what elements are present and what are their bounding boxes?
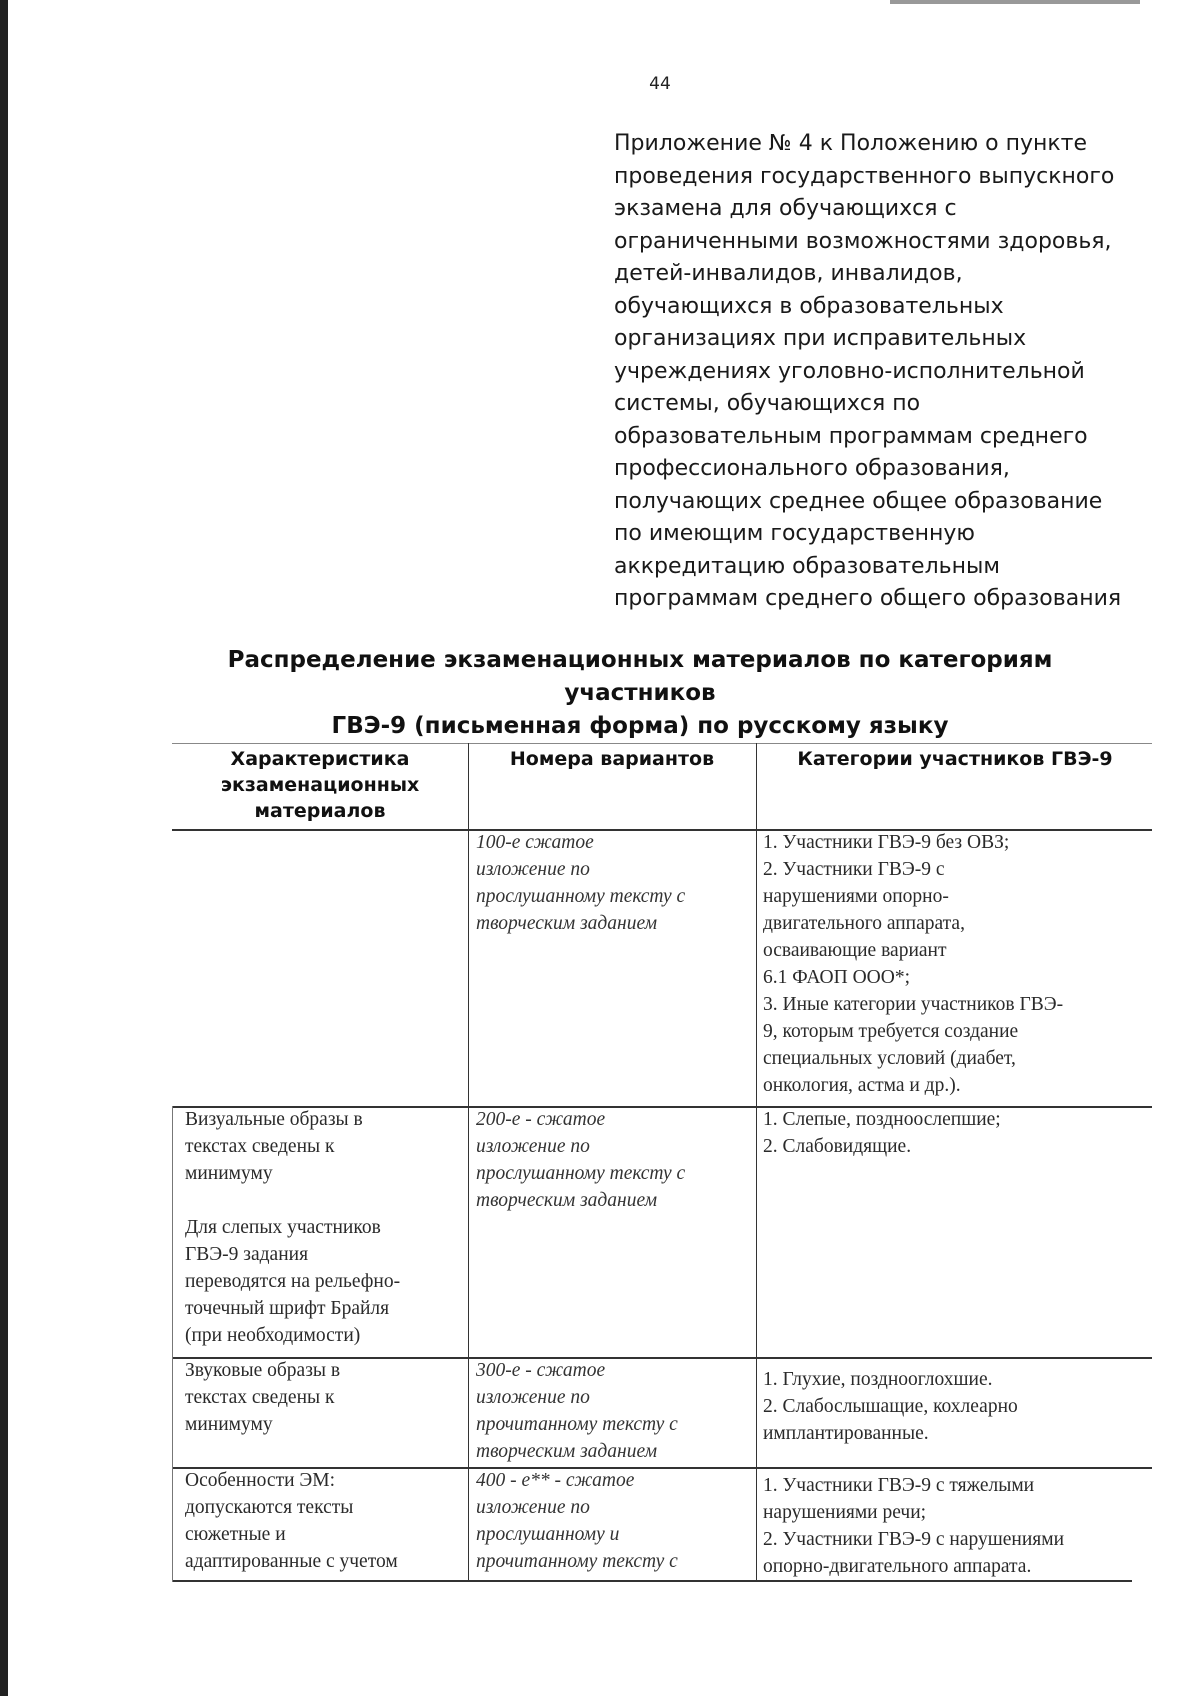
row4-categories: [763, 1472, 1064, 1580]
annex-line: образовательным программам среднего: [614, 423, 1088, 449]
cell-line: 9, которым требуется создание: [763, 1021, 1019, 1042]
cell-line: текстах сведены к: [185, 1387, 335, 1408]
cell-line: прочитанному тексту с: [476, 1414, 678, 1435]
annex-line: проведения государственного выпускного: [614, 163, 1115, 189]
cell-line: специальных условий (диабет,: [763, 1048, 1016, 1069]
row2-characteristic: [185, 1106, 400, 1349]
row3-variant: [476, 1357, 678, 1465]
cell-line: изложение по: [476, 1497, 590, 1518]
cell-line: 2. Слабовидящие.: [763, 1136, 912, 1157]
cell-line: опорно-двигательного аппарата.: [763, 1556, 1032, 1577]
annex-line: программам среднего общего образования: [614, 586, 1122, 611]
cell-line: 3. Иные категории участников ГВЭ-: [763, 994, 1064, 1015]
header-characteristic: [176, 746, 464, 824]
cell-line: прочитанному тексту с: [476, 1551, 678, 1572]
scan-top-mark: [890, 0, 1140, 4]
row1-variant: [476, 829, 685, 937]
cell-line: онкология, астма и др.).: [763, 1075, 961, 1096]
cell-line: 2. Слабослышащие, кохлеарно: [763, 1396, 1018, 1417]
annex-line: детей-инвалидов, инвалидов,: [614, 261, 963, 286]
cell-line: имплантированные.: [763, 1423, 929, 1444]
annex-line: аккредитацию образовательным: [614, 553, 1000, 579]
header-characteristic-line: материалов: [254, 800, 386, 822]
cell-line: нарушениями опорно-: [763, 886, 949, 907]
cell-line: 2. Участники ГВЭ-9 с: [763, 859, 945, 880]
cell-line: 100-е сжатое: [476, 832, 594, 853]
document-title-line: ГВЭ-9 (письменная форма) по русскому языку: [331, 713, 949, 739]
cell-line: переводятся на рельефно-: [185, 1271, 401, 1292]
annex-line: получающих среднее общее образование: [614, 488, 1103, 514]
cell-line: (при необходимости): [185, 1325, 361, 1346]
cell-line: прослушанному тексту с: [476, 1163, 686, 1184]
cell-line: 1. Участники ГВЭ-9 без ОВЗ;: [763, 832, 1010, 853]
annex-line: системы, обучающихся по: [614, 391, 921, 416]
annex-line: экзамена для обучающихся с: [614, 196, 957, 221]
annex-line: учреждениях уголовно-исполнительной: [614, 358, 1085, 384]
row2-variant: [476, 1106, 685, 1214]
annex-line: Приложение № 4 к Положению о пункте: [614, 131, 1087, 156]
cell-line: Особенности ЭМ:: [185, 1470, 336, 1491]
cell-line: нарушениями речи;: [763, 1502, 927, 1523]
annex-line: по имеющим государственную: [614, 521, 975, 546]
cell-line: текстах сведены к: [185, 1136, 335, 1157]
cell-line: точечный шрифт Брайля: [185, 1298, 390, 1319]
cell-line: 6.1 ФАОП ООО*;: [763, 967, 910, 988]
cell-line: минимуму: [185, 1163, 273, 1184]
cell-line: 1. Слепые, поздноослепшие;: [763, 1109, 1001, 1130]
cell-line: 1. Глухие, позднооглохшие.: [763, 1369, 993, 1390]
document-title-line: Распределение экзаменационных материалов по категориям участников: [227, 647, 1053, 706]
row2-categories: [763, 1106, 1001, 1160]
cell-line: 1. Участники ГВЭ-9 с тяжелыми: [763, 1475, 1035, 1496]
cell-line: сюжетные и: [185, 1524, 286, 1545]
row4-characteristic: [185, 1467, 398, 1575]
cell-line: прослушанному тексту с: [476, 886, 686, 907]
cell-line: 200-е - сжатое: [476, 1109, 606, 1130]
cell-line: ГВЭ-9 задания: [185, 1244, 309, 1265]
cell-line: Звуковые образы в: [185, 1360, 341, 1381]
cell-spacer: [185, 1187, 400, 1214]
table-bottom-border: [172, 1580, 1132, 1582]
row1-categories: [763, 829, 1063, 1099]
cell-line: изложение по: [476, 859, 590, 880]
scan-edge-shadow: [0, 0, 8, 1696]
cell-line: минимуму: [185, 1414, 273, 1435]
cell-line: творческим заданием: [476, 913, 658, 934]
row3-characteristic: [185, 1357, 340, 1438]
cell-line: осваивающие вариант: [763, 940, 947, 961]
cell-line: изложение по: [476, 1387, 590, 1408]
table-left-border: [172, 1106, 173, 1582]
header-categories: Категории участников ГВЭ-9: [797, 748, 1113, 770]
row3-categories: [763, 1366, 1018, 1447]
header-characteristic-line: экзаменационных: [220, 774, 420, 796]
table-top-border: [172, 743, 1152, 744]
annex-line: профессионального образования,: [614, 456, 1010, 481]
cell-line: адаптированные с учетом: [185, 1551, 398, 1572]
cell-line: Для слепых участников: [185, 1217, 381, 1238]
annex-line: ограниченными возможностями здоровья,: [614, 228, 1112, 254]
cell-line: Визуальные образы в: [185, 1109, 363, 1130]
cell-line: изложение по: [476, 1136, 590, 1157]
annex-line: обучающихся в образовательных: [614, 293, 1004, 319]
cell-line: 2. Участники ГВЭ-9 с нарушениями: [763, 1529, 1065, 1550]
cell-line: 400 - е** - сжатое: [476, 1470, 635, 1491]
table-column-divider: [756, 743, 757, 1582]
annex-line: организациях при исправительных: [614, 326, 1027, 351]
cell-line: допускаются тексты: [185, 1497, 354, 1518]
cell-line: 300-е - сжатое: [476, 1360, 606, 1381]
document-title: [150, 644, 1130, 743]
cell-line: творческим заданием: [476, 1441, 658, 1462]
header-variants: Номера вариантов: [509, 748, 715, 770]
row4-variant: [476, 1467, 678, 1575]
table-column-divider: [468, 743, 469, 1582]
annex-reference: [614, 128, 1134, 616]
page-number: 44: [649, 74, 671, 94]
cell-line: двигательного аппарата,: [763, 913, 965, 934]
cell-line: прослушанному и: [476, 1524, 620, 1545]
header-characteristic-line: Характеристика: [230, 748, 410, 770]
cell-line: творческим заданием: [476, 1190, 658, 1211]
